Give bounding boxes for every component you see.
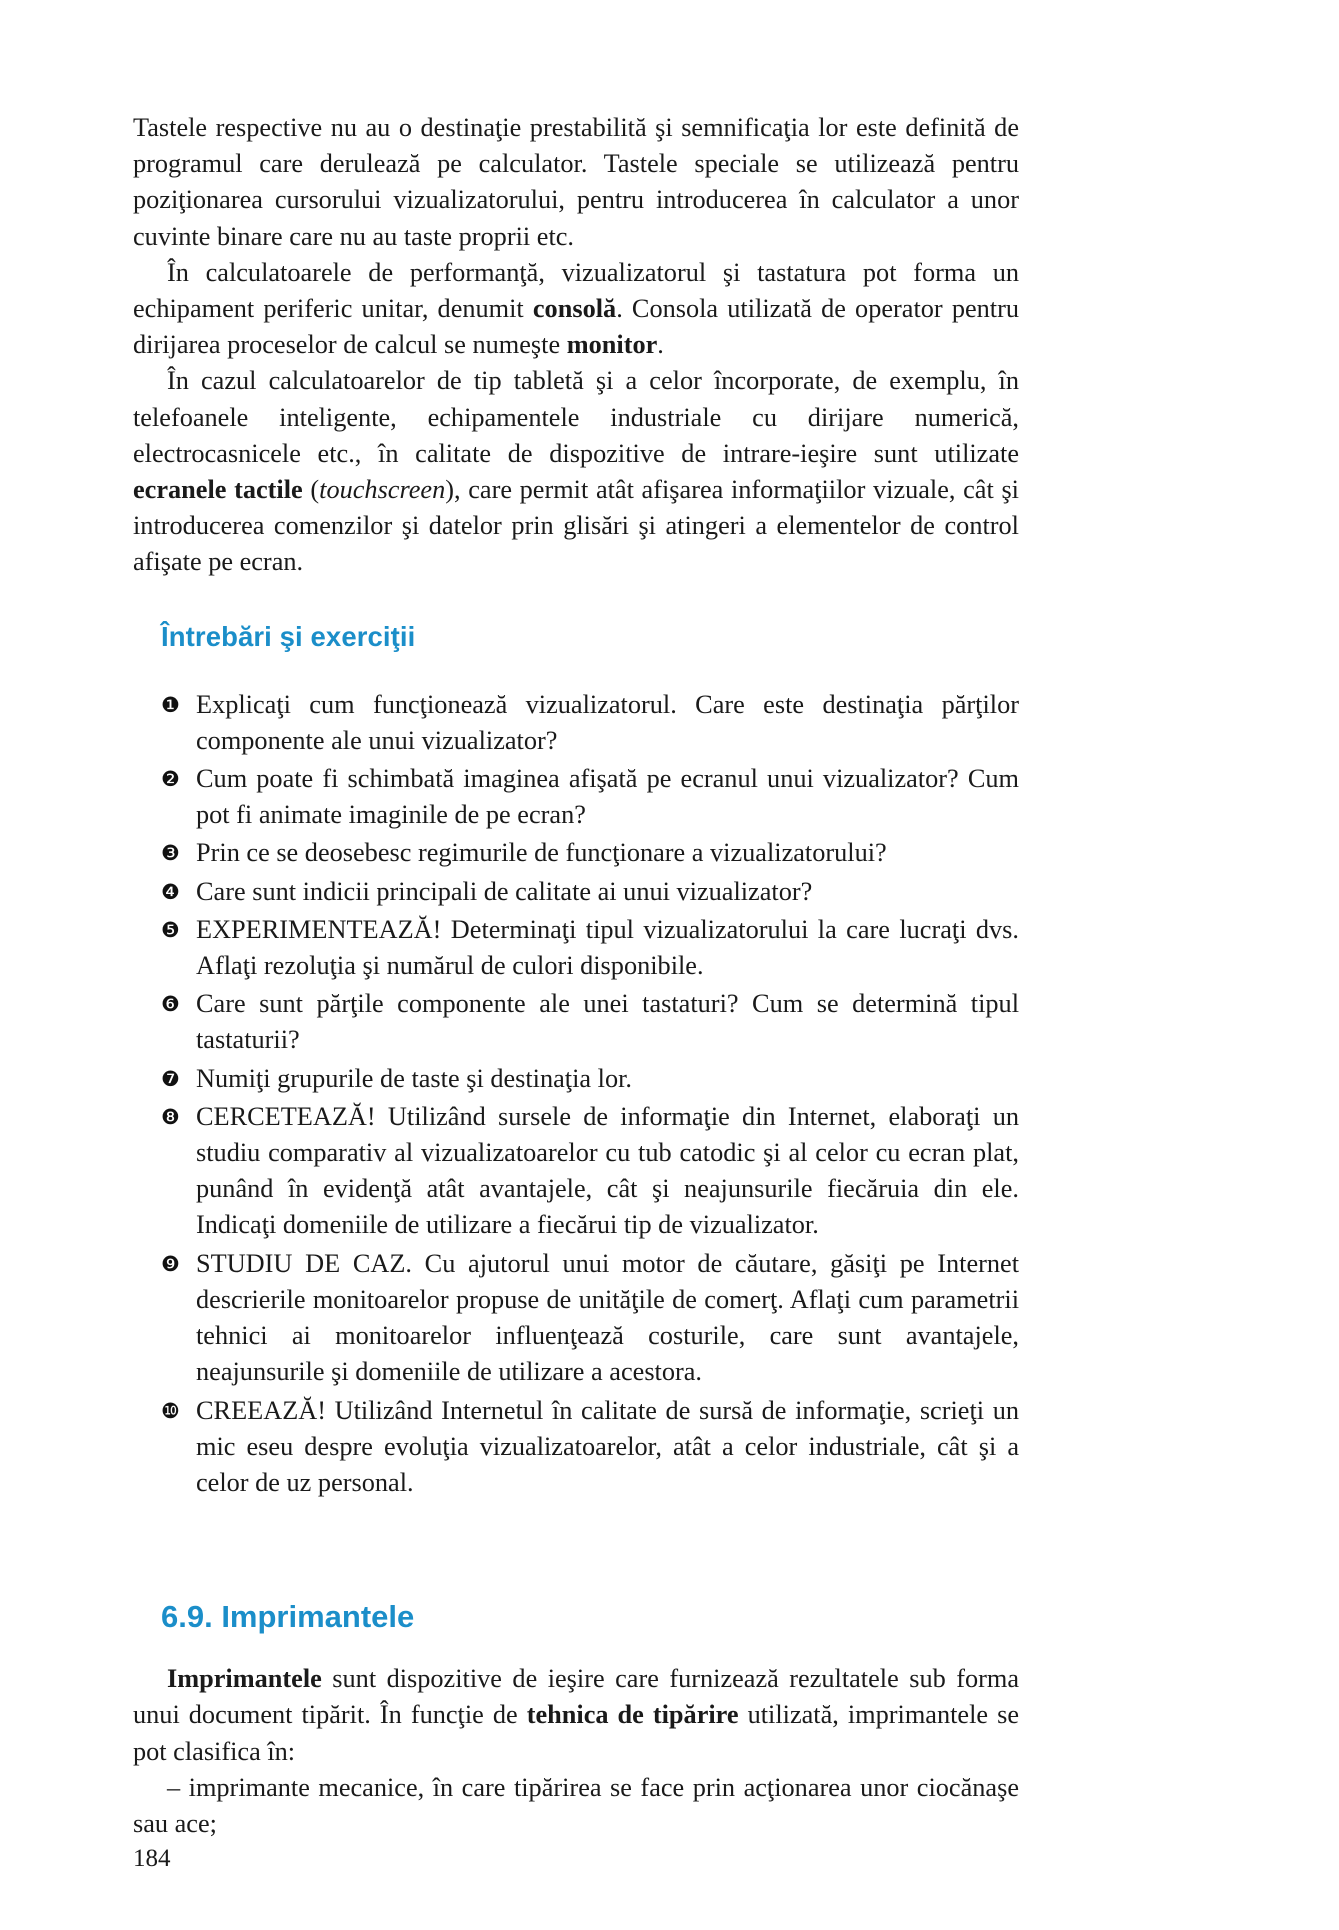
exercise-text: Prin ce se deosebesc regimurile de funcţionare a vizualizatorului? <box>196 838 887 868</box>
circled-number-icon: ❹ <box>161 879 180 904</box>
exercise-text: Care sunt indicii principali de calitate ai unui vizualizator? <box>196 876 813 906</box>
list-item <box>133 1061 1019 1097</box>
circled-number-icon: ❶ <box>161 692 180 717</box>
list-item <box>133 687 1019 759</box>
paragraph-console-monitor <box>133 255 1019 364</box>
circled-number-icon: ❾ <box>161 1251 180 1276</box>
term-tehnica-de-tiparire: tehnica de tipărire <box>526 1700 739 1730</box>
paragraph-2-part-3: . <box>657 330 664 360</box>
paragraph-3-part-1: În cazul calculatoarelor de tip tabletă şi a celor încorporate, de exemplu, în telefoanele inteligente, echipamentele industriale cu dirijare numerică, electrocasnicele etc., în calitate de dispozitive de intrare-ieşire sunt utilizate <box>133 366 1019 468</box>
paragraph-2-part-1: În calculatoarele de performanţă, vizualizatorul şi tastatura pot forma un echipament periferic unitar, denumit <box>133 257 1019 324</box>
page-number: 184 <box>133 1845 171 1872</box>
exercise-text: Cum poate fi schimbată imaginea afişată pe ecranul unui vizualizator? Cum pot fi animate imaginile de pe ecran? <box>196 764 1019 830</box>
page-content <box>133 110 1019 1842</box>
term-monitor: monitor <box>566 330 658 360</box>
circled-number-icon: ❸ <box>161 841 180 866</box>
exercise-text: EXPERIMENTEAZĂ! Determinaţi tipul vizualizatorului la care lucraţi dvs. Aflaţi rezoluţia şi numărul de culori disponibile. <box>196 914 1019 981</box>
exercise-text: CREEAZĂ! Utilizând Internetul în calitate de sursă de informaţie, scrieţi un mic eseu despre evoluţia vizualizatoarelor, atât a celor industriale, cât şi a celor de uz personal. <box>196 1395 1019 1497</box>
list-item <box>133 1393 1019 1502</box>
circled-number-icon: ❼ <box>161 1066 180 1091</box>
printers-part-1: sunt dispozitive de ieşire care furnizează rezultatele sub forma unui document tipărit. În funcţie de <box>133 1664 1019 1730</box>
circled-number-icon: ❺ <box>161 917 180 942</box>
exercise-text: CERCETEAZĂ! Utilizând sursele de informaţie din Internet, elaboraţi un studiu comparativ al vizualizatoarelor cu tub catodic şi al celor cu ecran plat, punând în evidenţă atât avantajele, cât şi neajunsurile fiecăruia din ele. Indicaţi domeniile de utilizare a fiecărui tip de vizualizator. <box>196 1101 1019 1240</box>
term-ecranele-tactile: ecranele tactile <box>133 475 303 505</box>
section-heading-printers: 6.9. Imprimantele <box>161 1599 415 1635</box>
printers-part-2: utilizată, imprimantele se pot clasifica în: <box>133 1700 1019 1766</box>
paragraph-3-part-3: ), care permit atât afişarea informaţiilor vizuale, cât şi introducerea comenzilor şi datelor prin glisări şi atingeri a elementelor de control afişate pe ecran. <box>133 475 1019 577</box>
list-item <box>133 1099 1019 1244</box>
exercise-text: STUDIU DE CAZ. Cu ajutorul unui motor de căutare, găsiţi pe Internet descrierile monitoarelor propuse de unităţile de comerţ. Aflaţi cum parametrii tehnici ai monitoarelor influenţează costurile, care sunt avantajele, neajunsurile şi domeniile de utilizare a acestora. <box>196 1248 1019 1387</box>
circled-number-icon: ❻ <box>161 992 180 1017</box>
exercise-list <box>133 687 1019 1501</box>
term-consola: consolă <box>532 294 617 324</box>
list-item <box>133 761 1019 833</box>
list-item <box>133 912 1019 984</box>
paragraph-printers-intro <box>133 1661 1019 1770</box>
circled-number-icon: ❿ <box>161 1398 180 1423</box>
questions-heading: Întrebări şi exerciţii <box>161 620 416 652</box>
list-item <box>133 835 1019 871</box>
list-item <box>133 1246 1019 1391</box>
paragraph-3-part-2: ( <box>302 475 320 505</box>
term-imprimantele: Imprimantele <box>167 1664 322 1694</box>
paragraph-keys-special: Tastele respective nu au o destinaţie prestabilită şi semnificaţia lor este definită de programul care derulează pe calculator. Tastele speciale se utilizează pentru poziţionarea cursorului vizualizatorului, pentru introducerea în calculator a unor cuvinte binare care nu au taste proprii etc. <box>133 113 1019 251</box>
exercise-text: Explicaţi cum funcţionează vizualizatorul. Care este destinaţia părţilor componente ale unui vizualizator? <box>196 689 1019 755</box>
exercise-text: Care sunt părţile componente ale unei tastaturi? Cum se determină tipul tastaturii? <box>196 989 1019 1055</box>
circled-number-icon: ❽ <box>161 1104 180 1129</box>
list-item <box>133 986 1019 1058</box>
circled-number-icon: ❷ <box>161 767 180 792</box>
exercise-text: Numiţi grupurile de taste şi destinaţia lor. <box>196 1063 633 1093</box>
paragraph-touchscreen <box>133 363 1019 580</box>
list-item <box>133 874 1019 910</box>
term-touchscreen: touchscreen <box>319 475 446 505</box>
paragraph-2-part-2: . Consola utilizată de operator pentru dirijarea proceselor de calcul se numeşte <box>133 294 1019 360</box>
printers-classification-item-1: – imprimante mecanice, în care tipărirea se face prin acţionarea unor ciocănaşe sau ace; <box>133 1772 1019 1838</box>
